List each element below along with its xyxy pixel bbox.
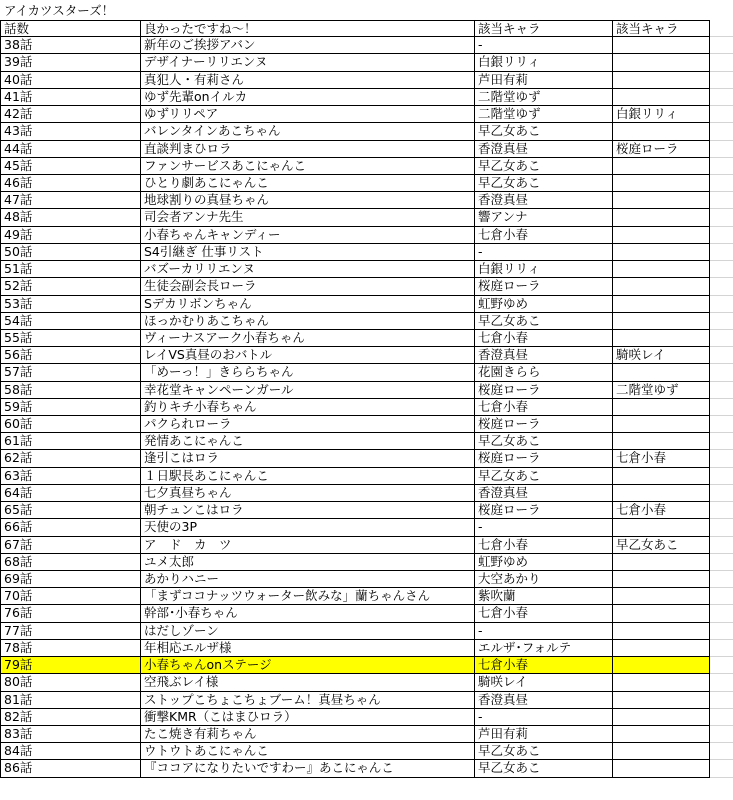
character-2-cell[interactable] — [613, 760, 710, 777]
character-2-cell[interactable] — [613, 588, 710, 605]
character-2-cell[interactable] — [613, 416, 710, 433]
character-1-cell[interactable]: 七倉小春 — [475, 330, 613, 347]
character-1-cell[interactable]: 芦田有莉 — [475, 726, 613, 743]
empty-cell[interactable] — [710, 485, 733, 502]
character-1-cell[interactable]: 花園きらら — [475, 364, 613, 381]
character-2-cell[interactable] — [613, 623, 710, 640]
episode-cell[interactable]: 69話 — [0, 571, 141, 588]
character-1-cell[interactable]: 香澄真昼 — [475, 347, 613, 364]
title-cell[interactable]: 小春ちゃんonステージ — [141, 657, 475, 674]
character-2-cell[interactable] — [613, 54, 710, 71]
character-2-cell[interactable] — [613, 640, 710, 657]
episode-cell[interactable]: 51話 — [0, 261, 141, 278]
character-2-cell[interactable] — [613, 657, 710, 674]
table-row — [0, 347, 733, 364]
episode-cell[interactable]: 79話 — [0, 657, 141, 674]
character-2-cell[interactable] — [613, 485, 710, 502]
character-2-cell[interactable] — [613, 192, 710, 209]
character-1-cell[interactable]: 香澄真昼 — [475, 192, 613, 209]
empty-cell[interactable] — [710, 382, 733, 399]
episode-cell[interactable]: 76話 — [0, 605, 141, 622]
empty-cell[interactable] — [710, 72, 733, 89]
table-row — [0, 692, 733, 709]
table-row — [0, 244, 733, 261]
table-row — [0, 192, 733, 209]
table-row — [0, 588, 733, 605]
table-row — [0, 175, 733, 192]
title-cell[interactable]: 逢引こはロラ — [141, 450, 475, 467]
title-cell[interactable]: 小春ちゃんキャンディー — [141, 227, 475, 244]
episode-cell[interactable]: 58話 — [0, 382, 141, 399]
episode-cell[interactable]: 62話 — [0, 450, 141, 467]
title-cell[interactable]: 衝撃KMR（こはまひロラ） — [141, 709, 475, 726]
episode-cell[interactable]: 83話 — [0, 726, 141, 743]
character-1-cell[interactable]: 白銀リリィ — [475, 54, 613, 71]
empty-cell[interactable] — [710, 623, 733, 640]
empty-cell[interactable] — [710, 54, 733, 71]
empty-cell[interactable] — [710, 261, 733, 278]
title-cell[interactable]: 幸花堂キャンペーンガール — [141, 382, 475, 399]
title-cell[interactable]: ユメ太郎 — [141, 554, 475, 571]
episode-cell[interactable]: 38話 — [0, 37, 141, 54]
table-row — [0, 605, 733, 622]
title-cell[interactable]: 天使の3P — [141, 519, 475, 536]
title-cell[interactable]: バズーカリリエンヌ — [141, 261, 475, 278]
title-cell[interactable]: たこ焼き有莉ちゃん — [141, 726, 475, 743]
character-1-cell[interactable]: - — [475, 244, 613, 261]
episode-cell[interactable]: 54話 — [0, 313, 141, 330]
episode-cell[interactable]: 68話 — [0, 554, 141, 571]
episode-cell[interactable]: 64話 — [0, 485, 141, 502]
title-cell[interactable]: あかりハニー — [141, 571, 475, 588]
title-cell[interactable]: 新年のご挨拶アバン — [141, 37, 475, 54]
empty-cell[interactable] — [710, 20, 733, 37]
table-row — [0, 106, 733, 123]
title-cell[interactable]: 「めーっ！」きららちゃん — [141, 364, 475, 381]
title-cell[interactable]: 生徒会副会長ローラ — [141, 278, 475, 295]
empty-cell[interactable] — [710, 330, 733, 347]
character-2-cell[interactable] — [613, 89, 710, 106]
empty-cell[interactable] — [710, 502, 733, 519]
episode-cell[interactable]: 86話 — [0, 760, 141, 777]
table-row — [0, 382, 733, 399]
character-1-cell[interactable]: 桜庭ローラ — [475, 416, 613, 433]
character-2-cell[interactable] — [613, 726, 710, 743]
title-cell[interactable]: １日駅長あこにゃんこ — [141, 468, 475, 485]
empty-cell[interactable] — [710, 244, 733, 261]
table-row — [0, 537, 733, 554]
character-1-cell[interactable]: 七倉小春 — [475, 399, 613, 416]
title-cell[interactable]: 七夕真昼ちゃん — [141, 485, 475, 502]
character-1-cell[interactable]: エルザ･フォルテ — [475, 640, 613, 657]
character-1-cell[interactable]: 二階堂ゆず — [475, 106, 613, 123]
character-2-cell[interactable]: 白銀リリィ — [613, 106, 710, 123]
empty-cell[interactable] — [710, 399, 733, 416]
character-2-cell[interactable] — [613, 296, 710, 313]
empty-cell[interactable] — [710, 141, 733, 158]
character-2-cell[interactable] — [613, 468, 710, 485]
table-row — [0, 54, 733, 71]
episode-cell[interactable]: 40話 — [0, 72, 141, 89]
table-row — [0, 89, 733, 106]
header-row — [0, 20, 733, 37]
episode-cell[interactable]: 39話 — [0, 54, 141, 71]
episode-cell[interactable]: 52話 — [0, 278, 141, 295]
character-1-cell[interactable]: 七倉小春 — [475, 605, 613, 622]
character-1-cell[interactable]: 桜庭ローラ — [475, 502, 613, 519]
character-2-cell[interactable] — [613, 227, 710, 244]
title-cell[interactable]: 直談判まひロラ — [141, 141, 475, 158]
header-character-2[interactable]: 該当キャラ — [613, 20, 710, 37]
empty-cell[interactable] — [710, 537, 733, 554]
table-row — [0, 123, 733, 140]
episode-cell[interactable]: 81話 — [0, 692, 141, 709]
table-row — [0, 141, 733, 158]
title-cell[interactable]: S4引継ぎ 仕事リスト — [141, 244, 475, 261]
header-good-scene[interactable]: 良かったですね～！ — [141, 20, 475, 37]
empty-cell[interactable] — [710, 106, 733, 123]
character-2-cell[interactable] — [613, 571, 710, 588]
character-2-cell[interactable] — [613, 37, 710, 54]
table-row — [0, 450, 733, 467]
empty-cell[interactable] — [710, 37, 733, 54]
episode-cell[interactable]: 63話 — [0, 468, 141, 485]
empty-cell[interactable] — [710, 519, 733, 536]
empty-cell[interactable] — [710, 278, 733, 295]
character-1-cell[interactable]: - — [475, 519, 613, 536]
character-1-cell[interactable]: 紫吹蘭 — [475, 588, 613, 605]
table-row — [0, 261, 733, 278]
character-1-cell[interactable]: 香澄真昼 — [475, 485, 613, 502]
empty-cell[interactable] — [710, 640, 733, 657]
episode-cell[interactable]: 47話 — [0, 192, 141, 209]
table-row — [0, 296, 733, 313]
title-cell[interactable]: 幹部･小春ちゃん — [141, 605, 475, 622]
title-cell[interactable]: パクられローラ — [141, 416, 475, 433]
empty-cell[interactable] — [710, 347, 733, 364]
episode-cell[interactable]: 42話 — [0, 106, 141, 123]
table-row — [0, 726, 733, 743]
table-row — [0, 554, 733, 571]
episode-cell[interactable]: 49話 — [0, 227, 141, 244]
character-2-cell[interactable]: 七倉小春 — [613, 502, 710, 519]
empty-cell[interactable] — [710, 657, 733, 674]
table-row — [0, 502, 733, 519]
empty-cell[interactable] — [710, 605, 733, 622]
character-2-cell[interactable] — [613, 605, 710, 622]
character-2-cell[interactable] — [613, 743, 710, 760]
episode-cell[interactable]: 80話 — [0, 674, 141, 691]
title-cell[interactable]: ひとり劇あこにゃんこ — [141, 175, 475, 192]
character-1-cell[interactable]: 早乙女あこ — [475, 175, 613, 192]
character-2-cell[interactable] — [613, 261, 710, 278]
episode-cell[interactable]: 57話 — [0, 364, 141, 381]
character-1-cell[interactable]: 香澄真昼 — [475, 141, 613, 158]
title-cell[interactable]: 朝チュンこはロラ — [141, 502, 475, 519]
table-row — [0, 72, 733, 89]
empty-cell[interactable] — [710, 692, 733, 709]
character-1-cell[interactable]: 虹野ゆめ — [475, 554, 613, 571]
title-cell[interactable]: 空飛ぶレイ様 — [141, 674, 475, 691]
table-row — [0, 399, 733, 416]
character-2-cell[interactable]: 早乙女あこ — [613, 537, 710, 554]
empty-cell[interactable] — [710, 554, 733, 571]
character-1-cell[interactable]: 桜庭ローラ — [475, 382, 613, 399]
character-1-cell[interactable]: 早乙女あこ — [475, 313, 613, 330]
character-1-cell[interactable]: 騎咲レイ — [475, 674, 613, 691]
empty-cell[interactable] — [710, 709, 733, 726]
episode-cell[interactable]: 48話 — [0, 209, 141, 226]
title-cell[interactable]: Sデカリボンちゃん — [141, 296, 475, 313]
character-2-cell[interactable] — [613, 123, 710, 140]
title-cell[interactable]: はだしゾーン — [141, 623, 475, 640]
episode-cell[interactable]: 66話 — [0, 519, 141, 536]
title-cell[interactable]: ウトウトあこにゃんこ — [141, 743, 475, 760]
table-row — [0, 37, 733, 54]
empty-cell[interactable] — [710, 588, 733, 605]
header-character-1[interactable]: 該当キャラ — [475, 20, 613, 37]
character-2-cell[interactable] — [613, 692, 710, 709]
character-1-cell[interactable]: 桜庭ローラ — [475, 278, 613, 295]
title-cell[interactable]: ファンサービスあこにゃんこ — [141, 158, 475, 175]
title-cell[interactable]: ゆず先輩onイルカ — [141, 89, 475, 106]
table-row — [0, 468, 733, 485]
title-cell[interactable]: 真犯人・有莉さん — [141, 72, 475, 89]
character-1-cell[interactable]: 響アンナ — [475, 209, 613, 226]
table-row — [0, 433, 733, 450]
table-row — [0, 709, 733, 726]
character-1-cell[interactable]: 早乙女あこ — [475, 433, 613, 450]
character-2-cell[interactable] — [613, 158, 710, 175]
character-2-cell[interactable] — [613, 209, 710, 226]
title-cell[interactable]: レイVS真昼のおバトル — [141, 347, 475, 364]
character-1-cell[interactable]: 七倉小春 — [475, 537, 613, 554]
title-cell[interactable]: 発情あこにゃんこ — [141, 433, 475, 450]
episode-cell[interactable]: 45話 — [0, 158, 141, 175]
sheet-title[interactable]: アイカツスターズ！ — [4, 3, 115, 18]
character-1-cell[interactable]: 七倉小春 — [475, 657, 613, 674]
empty-cell[interactable] — [710, 364, 733, 381]
episode-cell[interactable]: 84話 — [0, 743, 141, 760]
empty-cell[interactable] — [710, 571, 733, 588]
episode-cell[interactable]: 46話 — [0, 175, 141, 192]
episode-cell[interactable]: 82話 — [0, 709, 141, 726]
table-row — [0, 158, 733, 175]
title-cell[interactable]: 「まずココナッツウォーター飲みな」蘭ちゃんさん — [141, 588, 475, 605]
empty-cell[interactable] — [710, 726, 733, 743]
character-1-cell[interactable]: 七倉小春 — [475, 227, 613, 244]
episode-cell[interactable]: 53話 — [0, 296, 141, 313]
character-1-cell[interactable]: 芦田有莉 — [475, 72, 613, 89]
table-row — [0, 330, 733, 347]
character-2-cell[interactable] — [613, 709, 710, 726]
title-cell[interactable]: ほっかむりあこちゃん — [141, 313, 475, 330]
character-1-cell[interactable]: - — [475, 709, 613, 726]
empty-cell[interactable] — [710, 313, 733, 330]
title-cell[interactable]: ヴィーナスアーク小春ちゃん — [141, 330, 475, 347]
header-episode[interactable]: 話数 — [0, 20, 141, 37]
episode-cell[interactable]: 70話 — [0, 588, 141, 605]
episode-cell[interactable]: 65話 — [0, 502, 141, 519]
character-2-cell[interactable] — [613, 399, 710, 416]
character-2-cell[interactable] — [613, 364, 710, 381]
character-2-cell[interactable] — [613, 519, 710, 536]
character-1-cell[interactable]: 早乙女あこ — [475, 123, 613, 140]
table-row — [0, 485, 733, 502]
empty-cell[interactable] — [710, 209, 733, 226]
table-row — [0, 640, 733, 657]
table-row — [0, 674, 733, 691]
episode-cell[interactable]: 50話 — [0, 244, 141, 261]
title-cell[interactable]: 地球割りの真昼ちゃん — [141, 192, 475, 209]
table-row — [0, 209, 733, 226]
empty-cell[interactable] — [710, 192, 733, 209]
spreadsheet-grid — [0, 20, 733, 778]
character-2-cell[interactable]: 桜庭ローラ — [613, 141, 710, 158]
empty-cell[interactable] — [710, 89, 733, 106]
episode-cell[interactable]: 43話 — [0, 123, 141, 140]
character-2-cell[interactable] — [613, 175, 710, 192]
character-2-cell[interactable] — [613, 674, 710, 691]
title-cell[interactable]: 司会者アンナ先生 — [141, 209, 475, 226]
title-cell[interactable]: 釣りキチ小春ちゃん — [141, 399, 475, 416]
table-row — [0, 743, 733, 760]
character-2-cell[interactable] — [613, 278, 710, 295]
table-row — [0, 364, 733, 381]
title-cell[interactable]: ア ド カ ツ — [141, 537, 475, 554]
empty-cell[interactable] — [710, 175, 733, 192]
character-2-cell[interactable] — [613, 330, 710, 347]
character-2-cell[interactable] — [613, 313, 710, 330]
character-1-cell[interactable]: 早乙女あこ — [475, 468, 613, 485]
episode-cell[interactable]: 77話 — [0, 623, 141, 640]
empty-cell[interactable] — [710, 433, 733, 450]
episode-cell[interactable]: 67話 — [0, 537, 141, 554]
episode-cell[interactable]: 78話 — [0, 640, 141, 657]
character-1-cell[interactable]: - — [475, 623, 613, 640]
empty-cell[interactable] — [710, 227, 733, 244]
episode-cell[interactable]: 44話 — [0, 141, 141, 158]
episode-cell[interactable]: 56話 — [0, 347, 141, 364]
title-cell[interactable]: バレンタインあこちゃん — [141, 123, 475, 140]
table-row — [0, 760, 733, 777]
title-cell[interactable]: ゆずリリペア — [141, 106, 475, 123]
empty-cell[interactable] — [710, 296, 733, 313]
character-1-cell[interactable]: 大空あかり — [475, 571, 613, 588]
character-2-cell[interactable]: 騎咲レイ — [613, 347, 710, 364]
table-row — [0, 278, 733, 295]
empty-cell[interactable] — [710, 468, 733, 485]
table-row — [0, 623, 733, 640]
character-2-cell[interactable] — [613, 244, 710, 261]
title-cell[interactable]: ストップこちょこちょブーム！真昼ちゃん — [141, 692, 475, 709]
empty-cell[interactable] — [710, 450, 733, 467]
table-row — [0, 227, 733, 244]
episode-cell[interactable]: 59話 — [0, 399, 141, 416]
episode-cell[interactable]: 61話 — [0, 433, 141, 450]
character-1-cell[interactable]: 白銀リリィ — [475, 261, 613, 278]
table-row-highlighted — [0, 657, 733, 674]
table-row — [0, 416, 733, 433]
episode-cell[interactable]: 55話 — [0, 330, 141, 347]
empty-cell[interactable] — [710, 158, 733, 175]
empty-cell[interactable] — [710, 416, 733, 433]
empty-cell[interactable] — [710, 674, 733, 691]
character-1-cell[interactable]: 虹野ゆめ — [475, 296, 613, 313]
title-cell[interactable]: デザイナーリリエンヌ — [141, 54, 475, 71]
empty-cell[interactable] — [710, 123, 733, 140]
empty-cell[interactable] — [710, 743, 733, 760]
title-cell[interactable]: 『ココアになりたいですわー』あこにゃんこ — [141, 760, 475, 777]
table-row — [0, 571, 733, 588]
character-1-cell[interactable]: - — [475, 37, 613, 54]
character-1-cell[interactable]: 二階堂ゆず — [475, 89, 613, 106]
table-row — [0, 313, 733, 330]
character-1-cell[interactable]: 早乙女あこ — [475, 158, 613, 175]
episode-cell[interactable]: 41話 — [0, 89, 141, 106]
empty-cell[interactable] — [710, 760, 733, 777]
character-1-cell[interactable]: 早乙女あこ — [475, 743, 613, 760]
character-1-cell[interactable]: 早乙女あこ — [475, 760, 613, 777]
table-body — [0, 37, 733, 777]
character-2-cell[interactable]: 二階堂ゆず — [613, 382, 710, 399]
title-cell[interactable]: 年相応エルザ様 — [141, 640, 475, 657]
character-2-cell[interactable]: 七倉小春 — [613, 450, 710, 467]
character-2-cell[interactable] — [613, 72, 710, 89]
table-row — [0, 519, 733, 536]
character-1-cell[interactable]: 香澄真昼 — [475, 692, 613, 709]
character-2-cell[interactable] — [613, 554, 710, 571]
episode-cell[interactable]: 60話 — [0, 416, 141, 433]
character-2-cell[interactable] — [613, 433, 710, 450]
character-1-cell[interactable]: 桜庭ローラ — [475, 450, 613, 467]
